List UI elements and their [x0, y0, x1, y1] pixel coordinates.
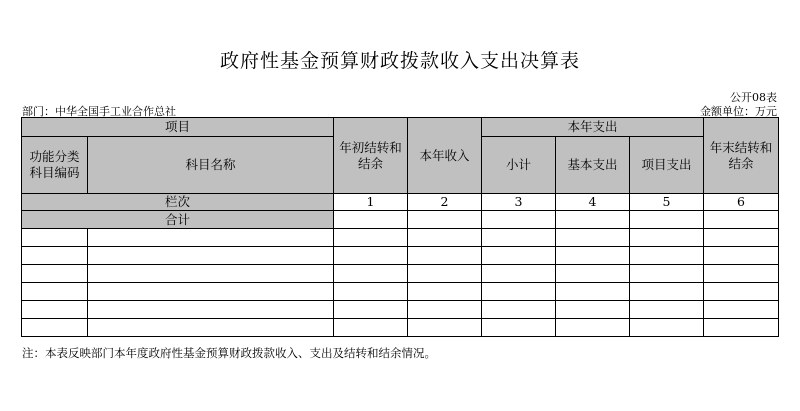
table-cell — [88, 301, 334, 319]
table-cell — [556, 283, 630, 301]
table-cell — [22, 283, 88, 301]
table-cell — [630, 301, 704, 319]
table-cell — [556, 211, 630, 229]
table-cell — [22, 265, 88, 283]
header-basic-expense: 基本支出 — [556, 137, 630, 194]
table-cell — [482, 229, 556, 247]
table-cell — [556, 319, 630, 337]
table-cell — [408, 211, 482, 229]
total-row — [22, 211, 779, 229]
table-cell — [88, 265, 334, 283]
table-cell — [22, 319, 88, 337]
header-expense-group: 本年支出 — [482, 118, 704, 137]
table-row — [22, 265, 779, 283]
table-row — [22, 229, 779, 247]
total-label: 合计 — [22, 211, 334, 229]
table-cell — [704, 301, 779, 319]
col-number: 4 — [556, 194, 630, 211]
table-cell — [704, 247, 779, 265]
table-cell — [704, 319, 779, 337]
table-cell — [482, 211, 556, 229]
table-cell — [334, 211, 408, 229]
table-cell — [88, 229, 334, 247]
table-cell — [482, 319, 556, 337]
header-project: 项目 — [22, 118, 334, 137]
table-row — [22, 247, 779, 265]
table-cell — [482, 283, 556, 301]
table-cell — [408, 301, 482, 319]
table-cell — [22, 301, 88, 319]
col-number: 2 — [408, 194, 482, 211]
department-label: 部门：中华全国手工业合作总社 — [22, 105, 176, 118]
col-number: 5 — [630, 194, 704, 211]
header-subtotal: 小计 — [482, 137, 556, 194]
header-end-balance: 年末结转和 结余 — [704, 118, 779, 194]
header-income: 本年收入 — [408, 118, 482, 194]
table-cell — [408, 229, 482, 247]
table-cell — [334, 229, 408, 247]
table-cell — [556, 247, 630, 265]
table-cell — [22, 247, 88, 265]
table-cell — [88, 283, 334, 301]
table-cell — [630, 211, 704, 229]
table-row — [22, 319, 779, 337]
table-cell — [556, 301, 630, 319]
report-title: 政府性基金预算财政拨款收入支出决算表 — [219, 50, 580, 72]
table-cell — [408, 265, 482, 283]
table-cell — [704, 283, 779, 301]
table-cell — [22, 229, 88, 247]
table-cell — [334, 265, 408, 283]
table-cell — [556, 229, 630, 247]
header-project-expense: 项目支出 — [630, 137, 704, 194]
table-cell — [334, 283, 408, 301]
table-cell — [630, 283, 704, 301]
table-cell — [556, 265, 630, 283]
footnote: 注：本表反映部门本年度政府性基金预算财政拨款收入、支出及结转和结余情况。 — [22, 346, 436, 360]
table-cell — [334, 247, 408, 265]
table-cell — [88, 247, 334, 265]
table-cell — [408, 283, 482, 301]
table-cell — [630, 265, 704, 283]
unit-label: 金额单位：万元 — [700, 105, 777, 118]
table-cell — [334, 319, 408, 337]
table-cell — [704, 229, 779, 247]
table-cell — [88, 319, 334, 337]
header-func-code: 功能分类 科目编码 — [22, 137, 88, 194]
table-row — [22, 301, 779, 319]
table-cell — [482, 301, 556, 319]
table-cell — [630, 229, 704, 247]
col-number: 1 — [334, 194, 408, 211]
table-row — [22, 283, 779, 301]
table-cell — [630, 319, 704, 337]
table-cell — [408, 247, 482, 265]
table-cell — [630, 247, 704, 265]
table-cell — [408, 319, 482, 337]
header-begin-balance: 年初结转和 结余 — [334, 118, 408, 194]
form-number: 公开08表 — [730, 91, 777, 104]
table-cell — [704, 265, 779, 283]
table-cell — [482, 247, 556, 265]
table-cell — [334, 301, 408, 319]
budget-table — [21, 117, 779, 337]
lanci-label: 栏次 — [22, 194, 334, 211]
table-cell — [704, 211, 779, 229]
table-cell — [482, 265, 556, 283]
col-number: 6 — [704, 194, 779, 211]
header-subject-name: 科目名称 — [88, 137, 334, 194]
col-number: 3 — [482, 194, 556, 211]
